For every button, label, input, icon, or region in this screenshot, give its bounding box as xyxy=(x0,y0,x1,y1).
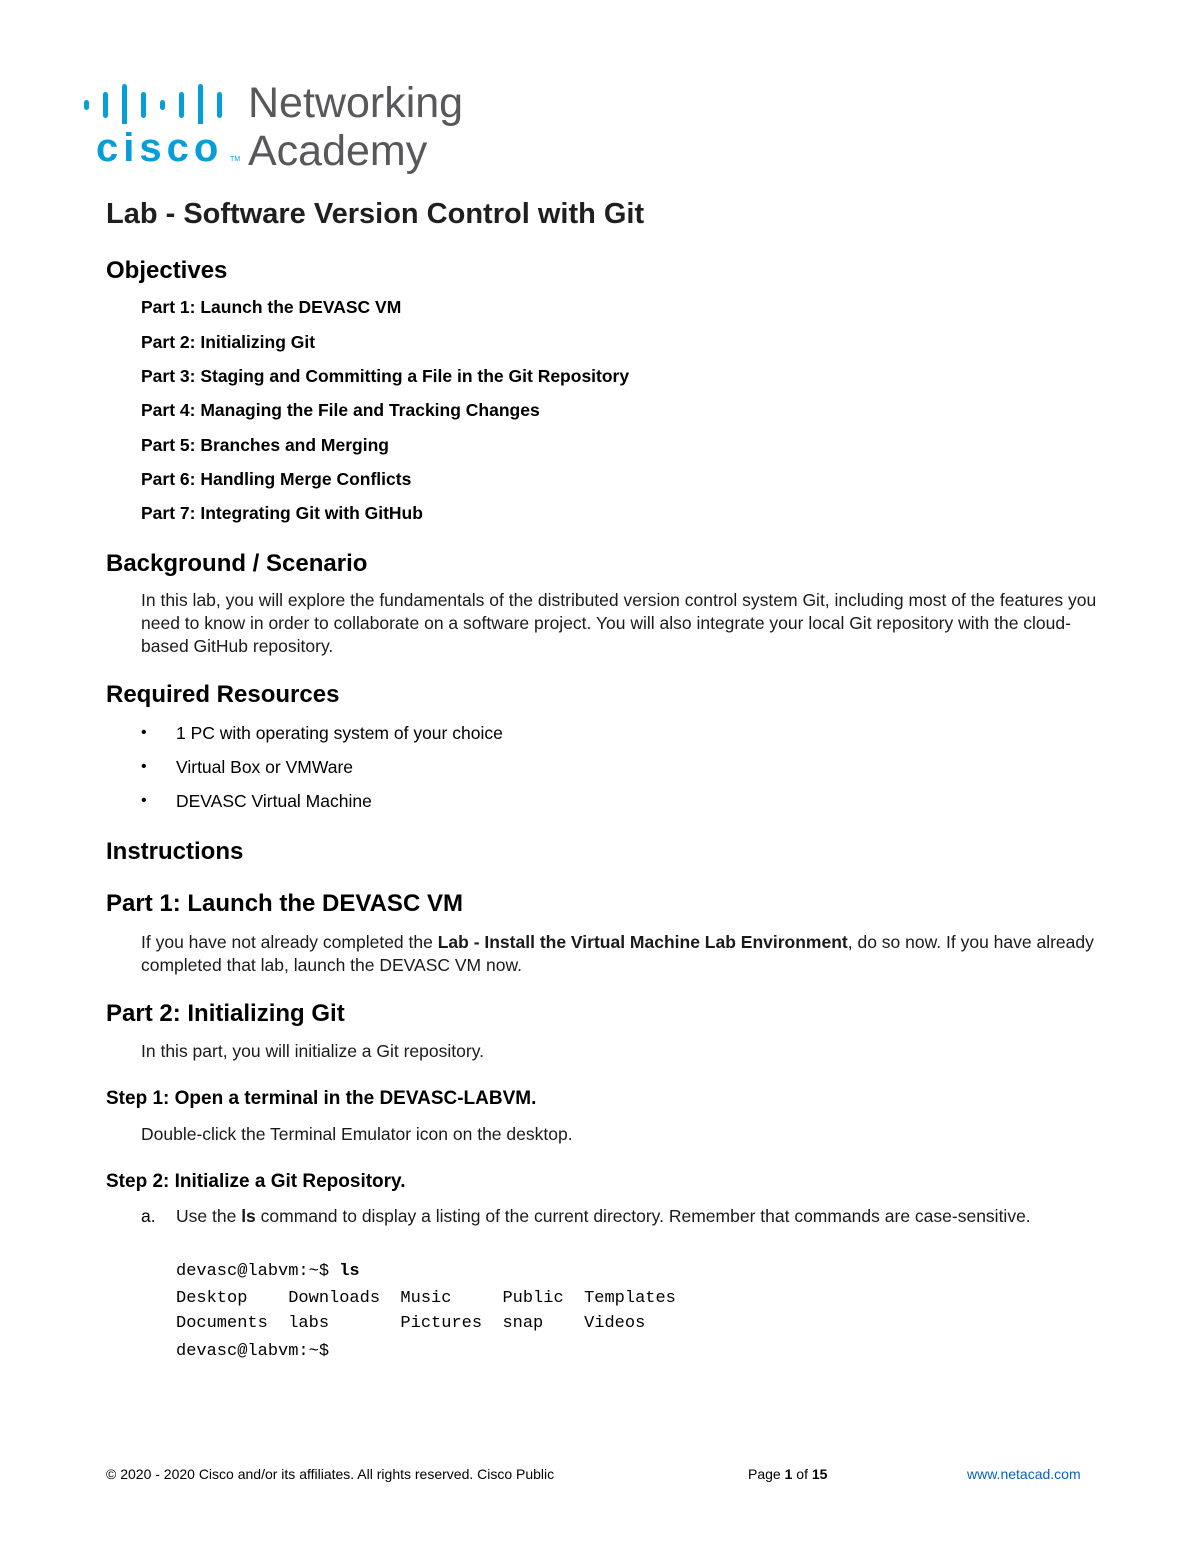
terminal-prompt: devasc@labvm:~$ xyxy=(176,1262,340,1281)
step2a-text-cont: command to display a listing of the current directory. Remember that commands are case-sensitive. xyxy=(255,1206,1031,1226)
part2-heading: Part 2: Initializing Git xyxy=(106,1000,345,1027)
footer-page-number xyxy=(748,1464,827,1484)
bullet-icon: • xyxy=(141,758,147,775)
step2-heading: Step 2: Initialize a Git Repository. xyxy=(106,1171,406,1192)
bullet-icon: • xyxy=(141,792,147,809)
objective-item: Part 3: Staging and Committing a File in the Git Repository xyxy=(141,366,630,386)
terminal-command: ls xyxy=(339,1262,360,1281)
step2a-command: ls xyxy=(241,1206,256,1226)
cisco-networking-academy-logo xyxy=(84,79,474,175)
code-line: devasc@labvm:~$ xyxy=(176,1342,330,1361)
footer-copyright: © 2020 - 2020 Cisco and/or its affiliates. All rights reserved. Cisco Public xyxy=(106,1466,555,1482)
bullet-icon: • xyxy=(141,724,147,741)
part2-paragraph: In this part, you will initialize a Git repository. xyxy=(141,1041,485,1061)
page-label: Page xyxy=(748,1466,785,1482)
trademark-mark: TM xyxy=(230,156,241,163)
cisco-bars-icon xyxy=(84,84,234,124)
objective-item: Part 7: Integrating Git with GitHub xyxy=(141,503,423,523)
step2a-paragraph xyxy=(176,1205,1076,1228)
list-item-text: DEVASC Virtual Machine xyxy=(176,791,372,811)
list-item-text: Virtual Box or VMWare xyxy=(176,757,353,777)
list-item-text: 1 PC with operating system of your choice xyxy=(176,723,503,743)
page-of: of xyxy=(792,1466,812,1482)
document-title: Lab - Software Version Control with Git xyxy=(106,198,645,230)
part1-lab-reference: Lab - Install the Virtual Machine Lab Environment xyxy=(437,932,848,952)
page-current: 1 xyxy=(784,1466,793,1482)
objective-item: Part 2: Initializing Git xyxy=(141,332,316,352)
instructions-heading: Instructions xyxy=(106,838,244,865)
code-line: Documents labs Pictures snap Videos xyxy=(176,1314,646,1333)
code-line xyxy=(176,1261,360,1283)
part1-paragraph xyxy=(141,931,1101,977)
resources-heading: Required Resources xyxy=(106,681,340,708)
objectives-heading: Objectives xyxy=(106,257,228,284)
part1-heading: Part 1: Launch the DEVASC VM xyxy=(106,890,463,917)
cisco-wordmark: cisco xyxy=(96,126,224,170)
logo-academy-text: Academy xyxy=(248,127,428,175)
background-heading: Background / Scenario xyxy=(106,550,368,577)
logo-networking-text: Networking xyxy=(248,79,464,127)
footer-url-link[interactable]: www.netacad.com xyxy=(967,1466,1081,1482)
objective-item: Part 5: Branches and Merging xyxy=(141,435,389,455)
objective-item: Part 6: Handling Merge Conflicts xyxy=(141,469,412,489)
step1-heading: Step 1: Open a terminal in the DEVASC-LABVM. xyxy=(106,1088,537,1109)
step2a-text: Use the xyxy=(176,1206,242,1226)
objective-item: Part 4: Managing the File and Tracking Changes xyxy=(141,400,540,420)
step-marker: a. xyxy=(141,1206,156,1226)
code-line: Desktop Downloads Music Public Templates xyxy=(176,1289,676,1308)
objective-item: Part 1: Launch the DEVASC VM xyxy=(141,297,402,317)
page-total: 15 xyxy=(811,1466,828,1482)
background-paragraph: In this lab, you will explore the fundamentals of the distributed version control system Git, including most of the features you need to know in order to collaborate on a software project. You will also integrate your local Git repository with the cloud-based GitHub repository. xyxy=(141,590,1097,656)
step1-paragraph: Double-click the Terminal Emulator icon on the desktop. xyxy=(141,1124,573,1144)
part1-text: If you have not already completed the xyxy=(141,932,438,952)
part1-text-cont: , do so now. If you have already completed that lab, launch the DEVASC VM now. xyxy=(141,932,1094,975)
